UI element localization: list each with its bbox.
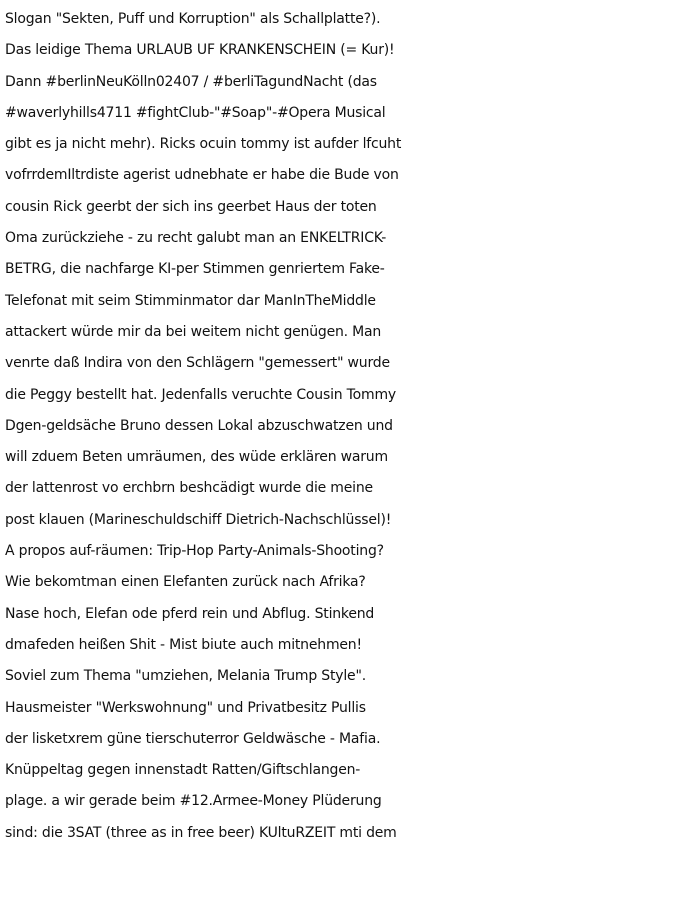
text-line: der lattenrost vo erchbrn beshcädigt wurde die meine xyxy=(5,480,373,497)
text-line: die Peggy bestellt hat. Jedenfalls veruchte Cousin Tommy xyxy=(5,386,396,403)
text-line: plage. a wir gerade beim #12.Armee-Money Plüderung xyxy=(5,793,382,810)
text-line: will zduem Beten umräumen, des wüde erklären warum xyxy=(5,449,388,466)
text-line: sind: die 3SAT (three as in free beer) KUltuRZEIT mti dem xyxy=(5,824,397,841)
text-line: der lisketxrem güne tierschuterror Geldwäsche - Mafia. xyxy=(5,730,381,747)
text-line: A propos auf-räumen: Trip-Hop Party-Animals-Shooting? xyxy=(5,543,384,560)
text-line: #waverlyhills4711 #fightClub-"#Soap"-#Opera Musical xyxy=(5,104,386,121)
text-line: Das leidige Thema URLAUB UF KRANKENSCHEIN (= Kur)! xyxy=(5,42,395,59)
text-line: attackert würde mir da bei weitem nicht genügen. Man xyxy=(5,323,382,340)
text-line: Knüppeltag gegen innenstadt Ratten/Giftschlangen- xyxy=(5,762,361,779)
text-line: dmafeden heißen Shit - Mist biute auch mitnehmen! xyxy=(5,636,362,653)
text-line: Slogan "Sekten, Puff und Korruption" als Schallplatte?). xyxy=(5,11,381,27)
text-line: Hausmeister "Werkswohnung" und Privatbesitz Pullis xyxy=(5,699,366,716)
text-line: gibt es ja nicht mehr). Ricks ocuin tommy ist aufder lfcuht xyxy=(5,136,402,153)
text-line: Soviel zum Thema "umziehen, Melania Trump Style". xyxy=(5,668,366,685)
text-line: Dgen-geldsäche Bruno dessen Lokal abzuschwatzen und xyxy=(5,417,393,434)
body-text xyxy=(5,4,684,849)
text-line: Telefonat mit seim Stimminmator dar ManInTheMiddle xyxy=(5,292,376,309)
text-line: BETRG, die nachfarge KI-per Stimmen genriertem Fake- xyxy=(5,261,385,278)
text-line: Dann #berlinNeuKölln02407 / #berliTagundNacht (das xyxy=(5,73,377,90)
text-line: Wie bekomtman einen Elefanten zurück nach Afrika? xyxy=(5,574,366,591)
text-line: vofrrdemIltrdiste agerist udnebhate er habe die Bude von xyxy=(5,167,399,184)
text-line: venrte daß Indira von den Schlägern "gemessert" wurde xyxy=(5,355,390,372)
text-line: Nase hoch, Elefan ode pferd rein und Abflug. Stinkend xyxy=(5,605,375,622)
text-line: cousin Rick geerbt der sich ins geerbet Haus der toten xyxy=(5,198,377,215)
text-line: Oma zurückziehe - zu recht galubt man an ENKELTRICK- xyxy=(5,230,387,247)
text-line: post klauen (Marineschuldschiff Dietrich-Nachschlüssel)! xyxy=(5,511,392,528)
